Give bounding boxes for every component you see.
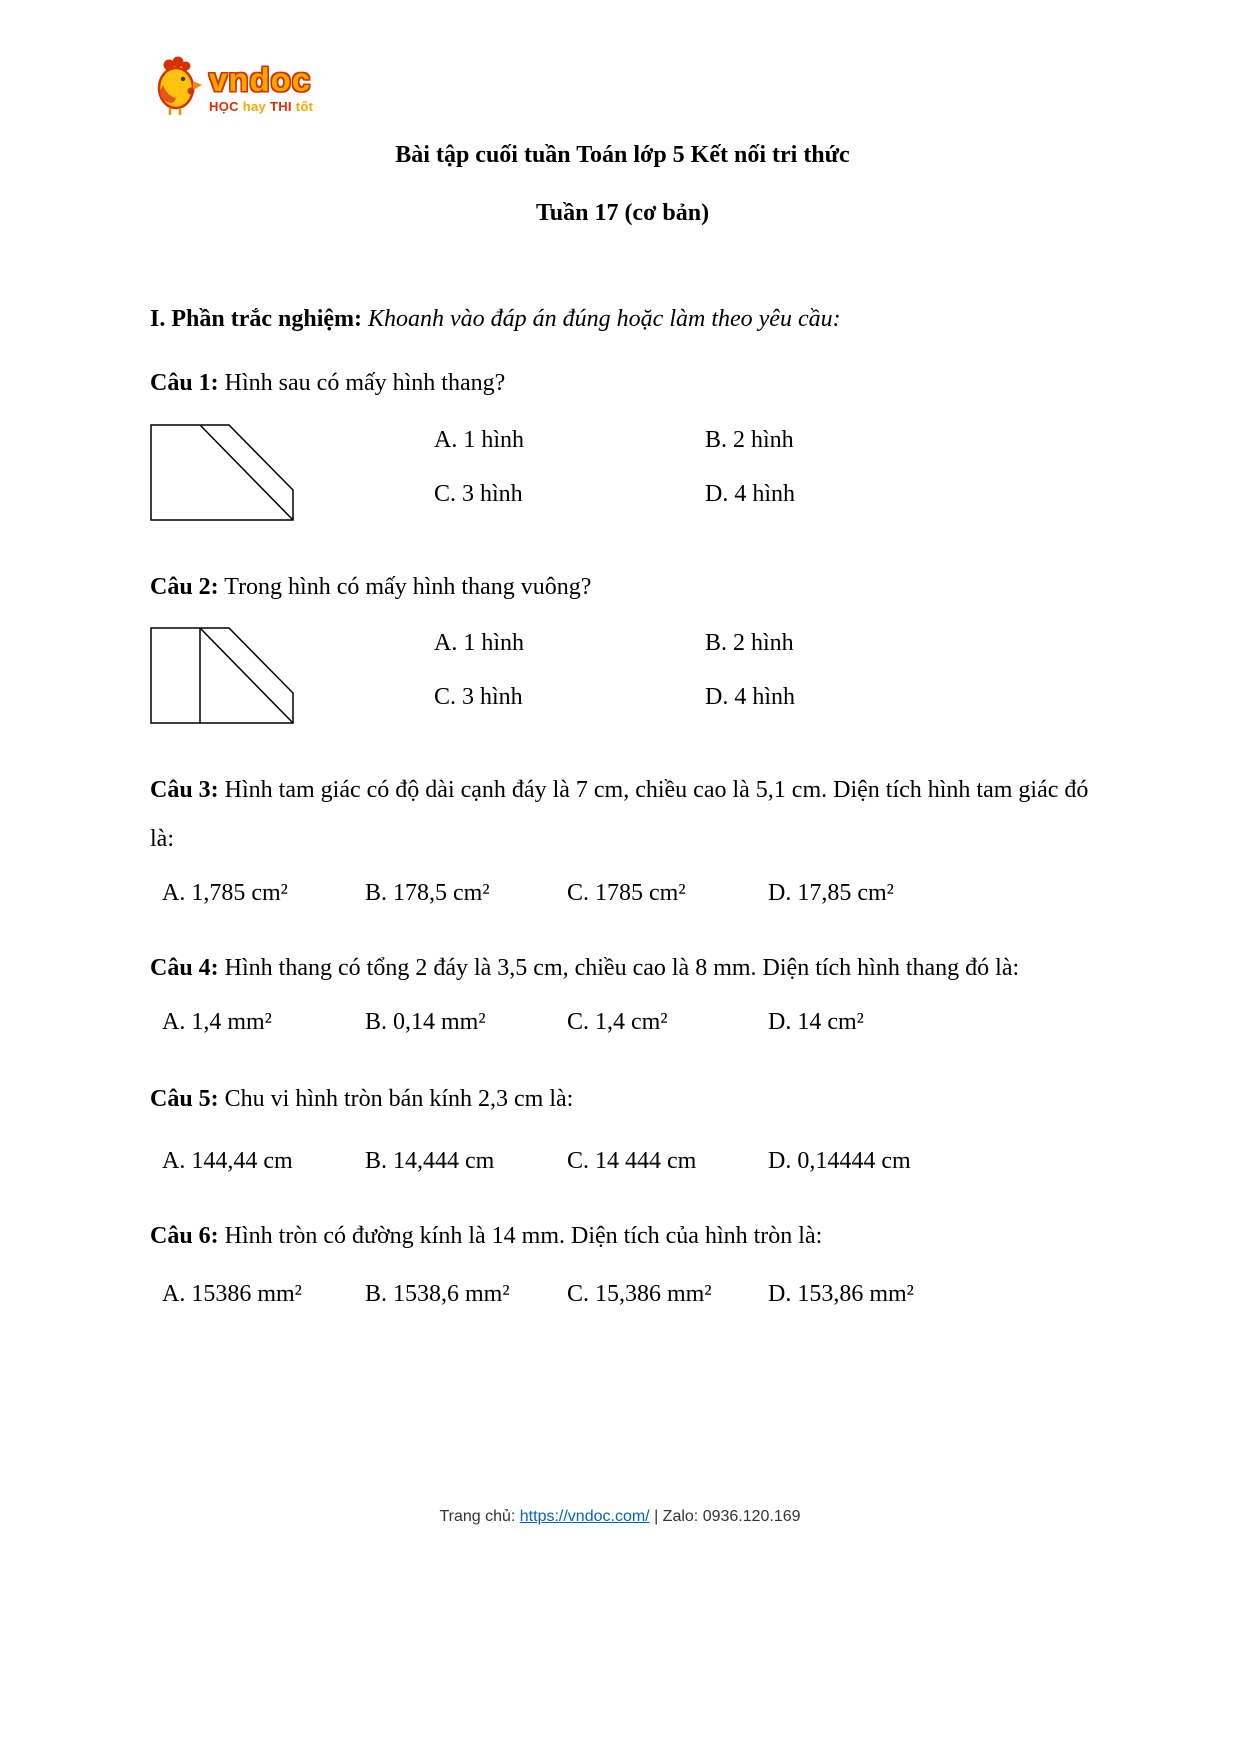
question-5-answers — [150, 1146, 1095, 1176]
question-2-text — [150, 563, 1095, 612]
answer-option-b: B. 0,14 mm² — [365, 1009, 486, 1035]
question-3-body: Hình tam giác có độ dài cạnh đáy là 7 cm, chiều cao là 5,1 cm. Diện tích hình tam giác đó là: — [150, 777, 1089, 852]
question-2-label: Câu 2: — [150, 574, 219, 600]
page-content — [150, 55, 1095, 1309]
tagline-word: THI — [269, 99, 292, 114]
answer-option-c: C. 1785 cm² — [567, 880, 686, 906]
question-4 — [150, 944, 1095, 1037]
trapezoid-figure-2 — [150, 627, 295, 724]
answer-option-c: C. 14 444 cm — [567, 1148, 697, 1174]
answer-option-d: D. 0,14444 cm — [768, 1148, 911, 1174]
question-3-label: Câu 3: — [150, 777, 219, 803]
question-5-label: Câu 5: — [150, 1086, 219, 1112]
brand-tagline — [209, 99, 313, 114]
answer-option-a: A. 144,44 cm — [162, 1148, 293, 1174]
answer-option-a: A. 1,785 cm² — [162, 880, 288, 906]
question-4-answers — [150, 1007, 1095, 1037]
question-6 — [150, 1212, 1095, 1309]
question-4-label: Câu 4: — [150, 955, 219, 981]
question-5-body: Chu vi hình tròn bán kính 2,3 cm là: — [224, 1086, 574, 1112]
section-instruction: Khoanh vào đáp án đúng hoặc làm theo yêu cầu: — [368, 306, 841, 332]
tagline-word: hay — [242, 99, 267, 114]
question-4-body: Hình thang có tổng 2 đáy là 3,5 cm, chiều cao là 8 mm. Diện tích hình thang đó là: — [224, 955, 1020, 981]
question-6-text — [150, 1212, 1095, 1261]
question-3-answers — [150, 878, 1095, 908]
question-1-answers — [434, 425, 795, 509]
answer-option-a: A. 1 hình — [434, 630, 524, 656]
answer-option-c: C. 15,386 mm² — [567, 1281, 712, 1307]
answer-option-a: A. 15386 mm² — [162, 1281, 302, 1307]
homepage-link[interactable]: https://vndoc.com/ — [519, 1508, 650, 1525]
document-title: Bài tập cuối tuần Toán lớp 5 Kết nối tri thức — [395, 142, 850, 168]
question-3-text — [150, 766, 1095, 864]
question-1-figure-row — [150, 424, 1095, 521]
answer-option-a: A. 1 hình — [434, 427, 524, 453]
answer-option-d: D. 14 cm² — [768, 1009, 864, 1035]
footer-prefix: Trang chủ: — [439, 1508, 520, 1525]
question-2-answers — [434, 628, 795, 712]
vndoc-logo — [150, 55, 1095, 123]
section-heading — [150, 303, 1095, 335]
section-label: I. Phần trắc nghiệm: — [150, 306, 362, 332]
answer-option-d: D. 17,85 cm² — [768, 880, 894, 906]
question-5-text — [150, 1075, 1095, 1124]
tagline-word: tốt — [295, 99, 314, 114]
question-1-body: Hình sau có mấy hình thang? — [224, 370, 506, 396]
answer-option-b: B. 2 hình — [705, 427, 794, 453]
footer-suffix: | Zalo: 0936.120.169 — [649, 1508, 801, 1525]
answer-option-b: B. 1538,6 mm² — [365, 1281, 510, 1307]
answer-option-b: B. 178,5 cm² — [365, 880, 490, 906]
trapezoid-figure-1 — [150, 424, 295, 521]
document-subtitle: Tuần 17 (cơ bản) — [535, 200, 710, 226]
question-1 — [150, 359, 1095, 521]
brand-name: vndoc — [209, 61, 312, 98]
question-2-body: Trong hình có mấy hình thang vuông? — [224, 574, 592, 600]
answer-option-c: C. 3 hình — [434, 684, 523, 710]
tagline-word: HỌC — [209, 99, 239, 114]
answer-option-d: D. 4 hình — [705, 481, 795, 507]
question-3 — [150, 766, 1095, 908]
answer-option-d: D. 4 hình — [705, 684, 795, 710]
answer-option-c: C. 1,4 cm² — [567, 1009, 668, 1035]
answer-option-d: D. 153,86 mm² — [768, 1281, 914, 1307]
question-6-answers — [150, 1279, 1095, 1309]
logo-text — [209, 55, 313, 114]
question-4-text — [150, 944, 1095, 993]
question-2 — [150, 563, 1095, 724]
answer-option-a: A. 1,4 mm² — [162, 1009, 272, 1035]
page-footer — [0, 1506, 1240, 1528]
question-2-figure-row — [150, 627, 1095, 724]
answer-option-c: C. 3 hình — [434, 481, 523, 507]
answer-option-b: B. 2 hình — [705, 630, 794, 656]
rooster-icon — [150, 55, 204, 117]
question-1-text — [150, 359, 1095, 408]
question-6-body: Hình tròn có đường kính là 14 mm. Diện tích của hình tròn là: — [224, 1223, 823, 1249]
question-5 — [150, 1075, 1095, 1176]
question-6-label: Câu 6: — [150, 1223, 219, 1249]
question-1-label: Câu 1: — [150, 370, 219, 396]
answer-option-b: B. 14,444 cm — [365, 1148, 495, 1174]
